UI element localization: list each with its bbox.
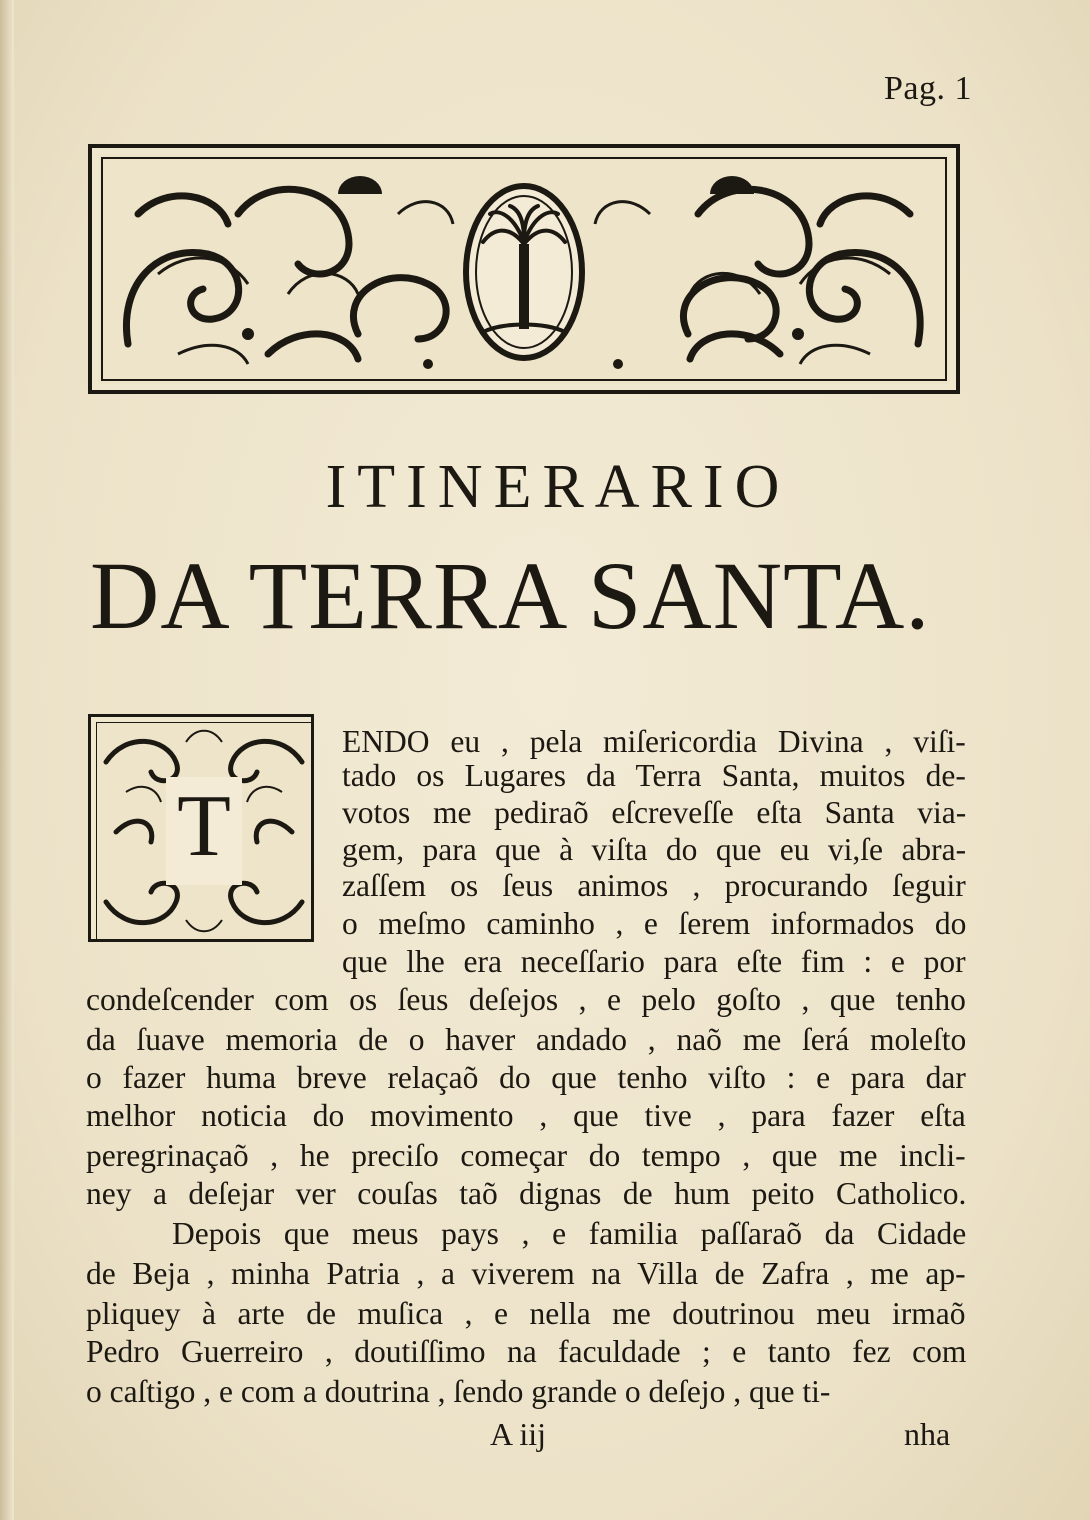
- signature-mark: A iij: [490, 1416, 547, 1452]
- text-line: zaſſem os ſeus animos , procurando ſeguir: [342, 868, 966, 903]
- title-line-2: DA TERRA SANTA.: [90, 542, 931, 649]
- decorated-initial: [88, 714, 314, 942]
- page-gutter: [0, 0, 14, 1520]
- text-line: peregrinaçaõ , he preciſo começar do tempo , que me incli-: [86, 1138, 966, 1173]
- text-line: da ſuave memoria de o haver andado , naõ me ſerá moleſto: [86, 1022, 967, 1057]
- title-line-1: ITINERARIO: [325, 453, 791, 521]
- text-line: melhor noticia do movimento , que tive , para fazer eſta: [86, 1098, 966, 1133]
- text-line: o meſmo caminho , e ſerem informados do: [342, 906, 967, 941]
- headpiece-ornament: [88, 144, 960, 394]
- text-line: que lhe era neceſſario para eſte fim : e por: [342, 944, 966, 979]
- text-line: tado os Lugares da Terra Santa, muitos de-: [342, 758, 966, 793]
- text-line: de Beja , minha Patria , a viverem na Villa de Zafra , me ap-: [86, 1256, 966, 1291]
- text-line: ney a deſejar ver couſas taõ dignas de hum peito Catholico.: [86, 1176, 967, 1211]
- text-line: ENDO eu , pela miſericordia Divina , viſi-: [342, 724, 966, 759]
- initial-letter: T: [177, 778, 231, 875]
- text-line: o fazer huma breve relaçaõ do que tenho viſto : e para dar: [86, 1060, 966, 1095]
- text-line: condeſcender com os ſeus deſejos , e pelo goſto , que tenho: [86, 982, 966, 1017]
- text-line: gem, para que à viſta do que eu vi,ſe abra-: [342, 832, 967, 867]
- text-line: o caſtigo , e com a doutrina , ſendo grande o deſejo , que ti-: [86, 1374, 831, 1409]
- text-line: Pedro Guerreiro , doutiſſimo na faculdade ; e tanto fez com: [86, 1334, 967, 1369]
- text-line: pliquey à arte de muſica , e nella me doutrinou meu irmaõ: [86, 1296, 966, 1331]
- text-line: votos me pediraõ eſcreveſſe eſta Santa via-: [342, 795, 967, 830]
- page-number: Pag. 1: [884, 70, 972, 107]
- text-line-indented: Depois que meus pays , e familia paſſaraõ da Cidade: [172, 1216, 967, 1251]
- catchword: nha: [904, 1416, 951, 1452]
